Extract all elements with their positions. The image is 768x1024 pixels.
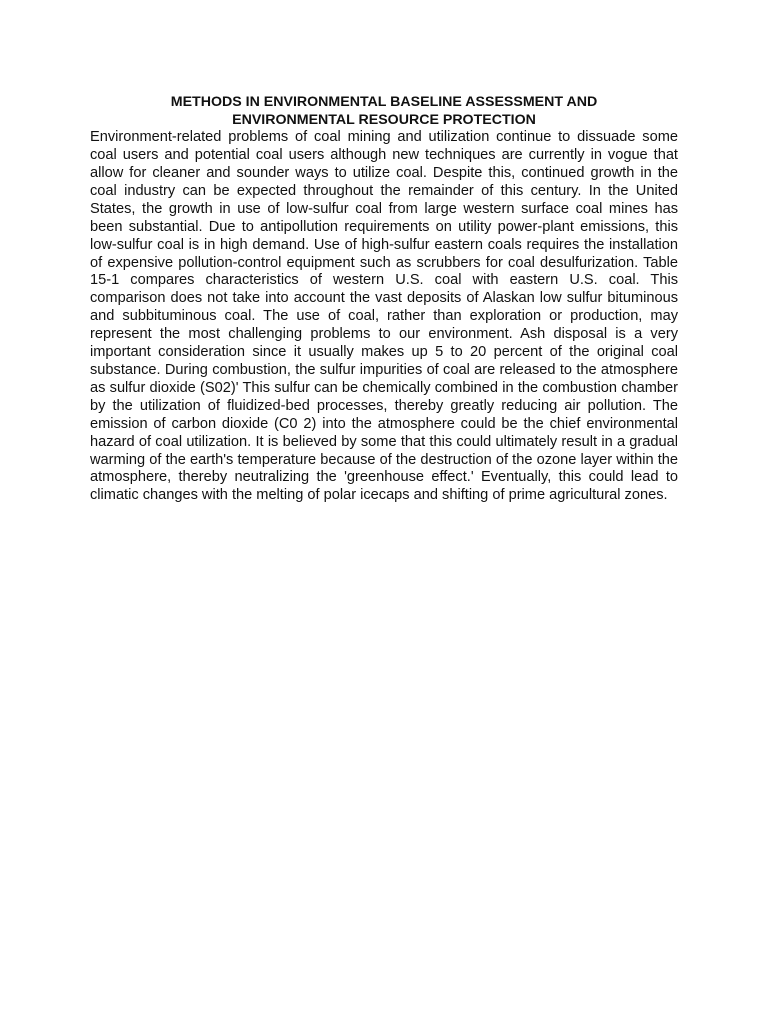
document-title-line-2: ENVIRONMENTAL RESOURCE PROTECTION xyxy=(232,111,536,128)
body-paragraph: Environment-related problems of coal mining and utilization continue to dissuade some coal users and potential coal users although new techniques are currently in vogue that allow for cleaner and sounder ways to utilize coal. Despite this, continued growth in the coal industry can be expected throughout the remainder of this century. In the United States, the growth in use of low-sulfur coal from large western surface coal mines has been substantial. Due to antipollution requirements on utility power-plant emissions, this low-sulfur coal is in high demand. Use of high-sulfur eastern coals requires the installation of expensive pollution-control equipment such as scrubbers for coal desulfurization. Table 15-1 compares characteristics of western U.S. coal with eastern U.S. coal. This comparison does not take into account the vast deposits of Alaskan low sulfur bituminous and subbituminous coal. The use of coal, rather than exploration or production, may represent the most challenging problems to our environment. Ash disposal is a very important consideration since it usually makes up 5 to 20 percent of the original coal substance. During combustion, the sulfur impurities of coal are released to the atmosphere as sulfur dioxide (S02)' This sulfur can be chemically combined in the combustion chamber by the utilization of fluidized-bed processes, thereby greatly reducing air pollution. The emission of carbon dioxide (C0 2) into the atmosphere could be the chief environmental hazard of coal utilization. It is believed by some that this could ultimately result in a gradual warming of the earth's temperature because of the destruction of the ozone layer within the atmosphere, thereby neutralizing the 'greenhouse effect.' Eventually, this could lead to climatic changes with the melting of polar icecaps and shifting of prime agricultural zones. xyxy=(90,129,678,504)
document-title-line-1: METHODS IN ENVIRONMENTAL BASELINE ASSESSMENT AND xyxy=(170,94,598,110)
document-title xyxy=(90,94,678,129)
document-page xyxy=(90,94,678,505)
